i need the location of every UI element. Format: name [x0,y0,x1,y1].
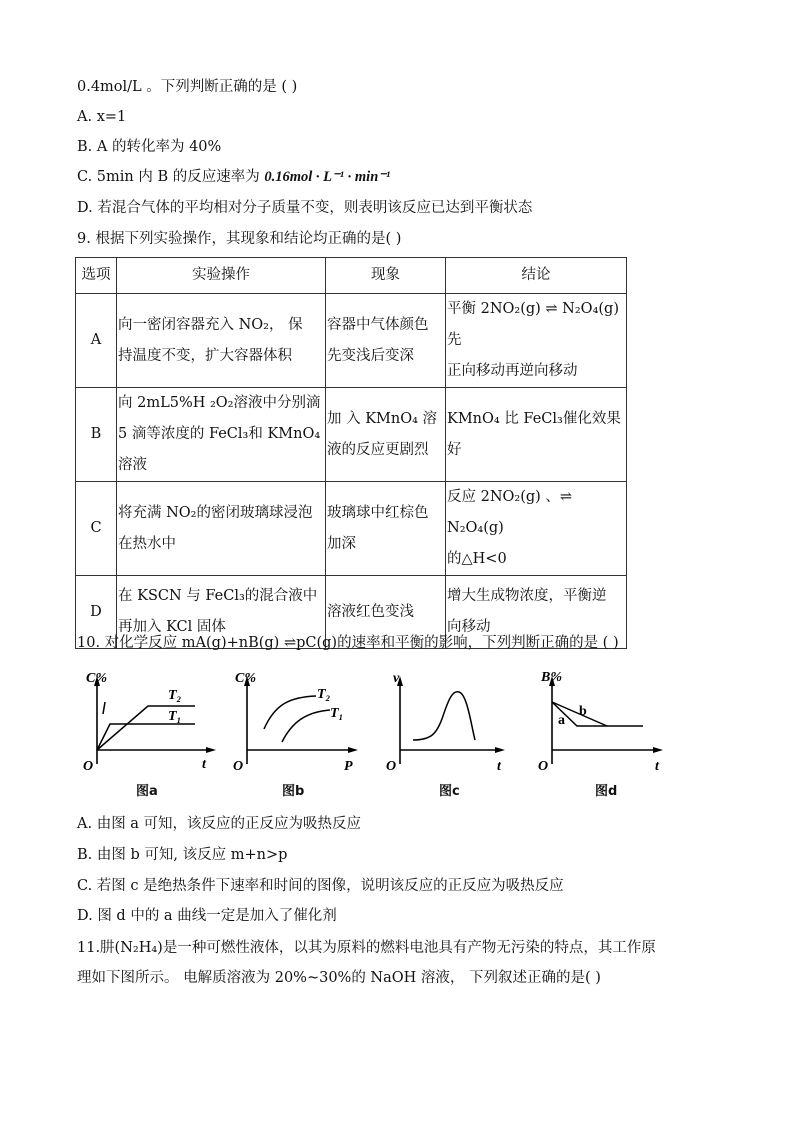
caption-b: 图b [282,784,305,799]
curve-t2 [264,696,316,729]
cell-conclusion: KMnO₄ 比 FeCl₃催化效果 好 [446,388,627,482]
cell-operation: 向一密闭容器充入 NO₂， 保 持温度不变，扩大容器体积 [117,294,326,388]
y-axis-label: C% [235,671,256,686]
cell-operation: 将充满 NO₂的密闭玻璃球浸泡 在热水中 [117,482,326,576]
origin-label: O [233,759,244,774]
x-axis-label: t [202,757,206,772]
figure-c [383,664,523,799]
graph-a [80,664,220,774]
t2-label: T₂ [317,687,331,702]
q10-option-c: C. 若图 c 是绝热条件下速率和时间的图像，说明该反应的正反应为吸热反应 [77,878,564,894]
cell-phenomenon: 容器中气体颜色 先变浅后变深 [326,294,446,388]
cell-conclusion: 增大生成物浓度，平衡逆 向移动 [446,576,627,649]
figure-a [80,664,220,799]
x-axis-label: t [655,759,659,774]
origin-label: O [83,759,94,774]
question-11-line1: 11.肼(N₂H₄)是一种可燃性液体，以其为原料的燃料电池具有产物无污染的特点，其工作原 [77,940,656,956]
header-operation: 实验操作 [117,258,326,294]
question-11-line2: 理如下图所示。 电解质溶液为 20%~30%的 NaOH 溶液， 下列叙述正确的是( ) [77,970,601,986]
y-axis-label: v [393,671,400,686]
origin-label: O [538,759,549,774]
rate-curve [413,692,475,740]
question-9: 9. 根据下列实验操作，其现象和结论均正确的是( ) [77,231,402,247]
caption-a: 图a [136,784,158,799]
caption-d: 图d [595,784,618,799]
option-b: B. A 的转化率为 40% [77,139,222,155]
figure-b [230,664,370,799]
t1-label: T₁ [330,706,344,721]
cell-phenomenon: 溶液红色变浅 [326,576,446,649]
curve-b-label: b [579,704,587,719]
x-axis-label: P [344,759,353,774]
x-axis-label: t [497,759,501,774]
graph-c [383,664,523,774]
cell-option: C [76,482,117,576]
t1-label: T₁ [168,709,182,724]
cell-conclusion: 反应 2NO₂(g) 、⇌ N₂O₄(g) 的△H<0 [446,482,627,576]
cell-option: D [76,576,117,649]
q10-option-a: A. 由图 a 可知，该反应的正反应为吸热反应 [77,816,362,832]
table-row [76,388,627,482]
table-row [76,482,627,576]
cell-operation: 向 2mL5%H ₂O₂溶液中分别滴 5 滴等浓度的 FeCl₃和 KMnO₄ 溶液 [117,388,326,482]
option-d: D. 若混合气体的平均相对分子质量不变，则表明该反应已达到平衡状态 [77,200,533,216]
cell-phenomenon: 玻璃球中红棕色 加深 [326,482,446,576]
text-line: 0.4mol/L 。下列判断正确的是 ( ) [77,79,298,95]
header-option: 选项 [76,258,117,294]
figure-d [535,664,675,799]
cell-phenomenon: 加 入 KMnO₄ 溶 液的反应更剧烈 [326,388,446,482]
header-phenomenon: 现象 [326,258,446,294]
graph-b [230,664,370,774]
cell-conclusion: 平衡 2NO₂(g) ⇌ N₂O₄(g) 先 正向移动再逆向移动 [446,294,627,388]
q10-option-b: B. 由图 b 可知, 该反应 m+n>p [77,847,288,863]
graph-d [535,664,675,774]
option-c: C. 5min 内 B 的反应速率为 0.16mol · L⁻¹ · min⁻¹ [77,169,391,185]
question-10: 10. 对化学反应 mA(g)+nB(g) ⇌pC(g)的速率和平衡的影响，下列判断正确的是 ( ) [77,635,619,651]
cell-option: B [76,388,117,482]
q10-option-d: D. 图 d 中的 a 曲线一定是加入了催化剂 [77,908,337,924]
experiment-table [75,257,627,649]
origin-label: O [386,759,397,774]
cell-option: A [76,294,117,388]
y-axis-label: B% [541,670,562,685]
option-a: A. x=1 [77,109,127,125]
curve-t1 [282,710,330,742]
rate-formula: 0.16mol · L⁻¹ · min⁻¹ [264,169,391,185]
table-row [76,294,627,388]
t2-label: T₂ [168,688,182,703]
header-conclusion: 结论 [446,258,627,294]
caption-c: 图c [439,784,460,799]
cell-operation: 在 KSCN 与 FeCl₃的混合液中 再加入 KCl 固体 [117,576,326,649]
y-axis-label: C% [86,671,107,686]
curve-a-label: a [558,713,565,728]
